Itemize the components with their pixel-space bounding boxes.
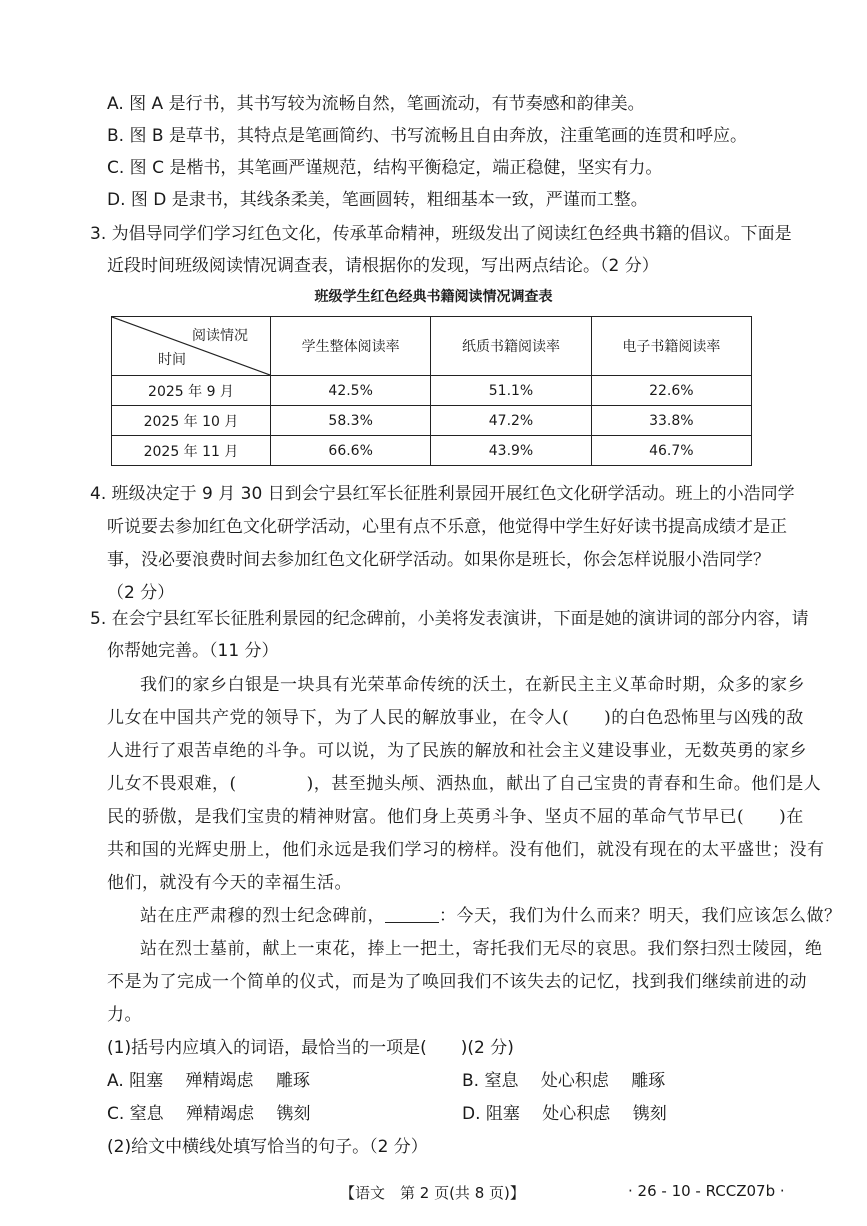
speech-p1-line-5: 民的骄傲，是我们宝贵的精神财富。他们身上英勇斗争、坚贞不屈的革命气节早已( )在 [107,807,804,827]
row-overall: 66.6% [271,436,431,466]
q4-line-2: 听说要去参加红色文化研学活动，心里有点不乐意，他觉得中学生好好读书提高成绩才是正 [107,517,787,537]
page-footer-center: 【语文 第 2 页(共 8 页)】 [340,1184,525,1202]
row-time: 2025 年 9 月 [112,376,271,406]
table-corner-cell [112,317,271,376]
q4-line-4: （2 分） [107,583,175,603]
speech-p1-line-3: 人进行了艰苦卓绝的斗争。可以说，为了民族的解放和社会主义建设事业，无数英勇的家乡 [107,741,807,761]
row-time: 2025 年 11 月 [112,436,271,466]
row-paper: 43.9% [431,436,591,466]
corner-label-time: 时间 [158,352,186,368]
q2-option-b: B. 图 B 是草书，其特点是笔画简约、书写流畅且自由奔放，注重笔画的连贯和呼应。 [107,126,747,146]
table-title: 班级学生红色经典书籍阅读情况调查表 [314,289,553,305]
sub1-option-c: C. 窒息 殚精竭虑 镌刻 [107,1104,311,1124]
speech-p2-before: 站在庄严肃穆的烈士纪念碑前， [140,906,385,926]
row-overall: 58.3% [271,406,431,436]
q2-option-d: D. 图 D 是隶书，其线条柔美，笔画圆转，粗细基本一致，严谨而工整。 [107,190,648,210]
row-paper: 47.2% [431,406,591,436]
table-row [112,376,752,406]
row-overall: 42.5% [271,376,431,406]
speech-p1-line-6: 共和国的光辉史册上，他们永远是我们学习的榜样。没有他们，就没有现在的太平盛世；没有 [107,840,825,860]
sub1-option-b: B. 窒息 处心积虑 雕琢 [462,1071,666,1091]
header-overall-rate: 学生整体阅读率 [271,317,431,376]
sub2-question: (2)给文中横线处填写恰当的句子。（2 分） [107,1137,428,1157]
sub1-question: (1)括号内应填入的词语，最恰当的一项是( )(2 分) [107,1038,514,1058]
q2-option-c: C. 图 C 是楷书，其笔画严谨规范，结构平衡稳定，端正稳健，坚实有力。 [107,158,663,178]
sub1-option-a: A. 阻塞 殚精竭虑 雕琢 [107,1071,310,1091]
speech-p3-line-3: 力。 [107,1005,142,1025]
row-ebook: 22.6% [591,376,751,406]
speech-p3-line-1: 站在烈士墓前，献上一束花，捧上一把土，寄托我们无尽的哀思。我们祭扫烈士陵园，绝 [140,939,823,959]
page-footer-code: · 26 - 10 - RCCZ07b · [628,1182,785,1200]
fill-in-blank-line [385,904,439,923]
q3-line-1: 3. 为倡导同学们学习红色文化，传承革命精神，班级发出了阅读红色经典书籍的倡议。下面是 [90,224,792,244]
q3-line-2: 近段时间班级阅读情况调查表，请根据你的发现，写出两点结论。（2 分） [107,256,659,276]
table-row [112,406,752,436]
q5-line-1: 5. 在会宁县红军长征胜利景园的纪念碑前，小美将发表演讲，下面是她的演讲词的部分内容，请 [90,609,809,629]
header-ebook-rate: 电子书籍阅读率 [591,317,751,376]
table-row [112,436,752,466]
speech-p1-line-4: 儿女不畏艰难，( )，甚至抛头颅、洒热血，献出了自己宝贵的青春和生命。他们是人 [107,774,822,794]
q2-option-a: A. 图 A 是行书，其书写较为流畅自然，笔画流动，有节奏感和韵律美。 [107,94,645,114]
q4-line-3: 事，没必要浪费时间去参加红色文化研学活动。如果你是班长，你会怎样说服小浩同学？ [107,550,770,570]
row-ebook: 33.8% [591,406,751,436]
speech-p1-line-2: 儿女在中国共产党的领导下，为了人民的解放事业，在令人( )的白色恐怖里与凶残的敌 [107,708,804,728]
row-ebook: 46.7% [591,436,751,466]
survey-table [111,316,752,466]
speech-p2-after: ：今天，我们为什么而来？明天，我们应该怎么做？ [439,906,842,926]
row-time: 2025 年 10 月 [112,406,271,436]
header-paper-rate: 纸质书籍阅读率 [431,317,591,376]
table-header-row [112,317,752,376]
row-paper: 51.1% [431,376,591,406]
speech-p3-line-2: 不是为了完成一个简单的仪式，而是为了唤回我们不该失去的记忆，找到我们继续前进的动 [107,972,807,992]
speech-p1-line-1: 我们的家乡白银是一块具有光荣革命传统的沃土，在新民主主义革命时期，众多的家乡 [140,675,805,695]
sub1-option-d: D. 阻塞 处心积虑 镌刻 [462,1104,667,1124]
corner-label-reading: 阅读情况 [192,328,248,344]
speech-p2 [140,904,842,928]
speech-p1-line-7: 他们，就没有今天的幸福生活。 [107,873,352,893]
q5-line-2: 你帮她完善。（11 分） [107,641,279,661]
q4-line-1: 4. 班级决定于 9 月 30 日到会宁县红军长征胜利景园开展红色文化研学活动。班上的小浩同学 [90,484,795,504]
